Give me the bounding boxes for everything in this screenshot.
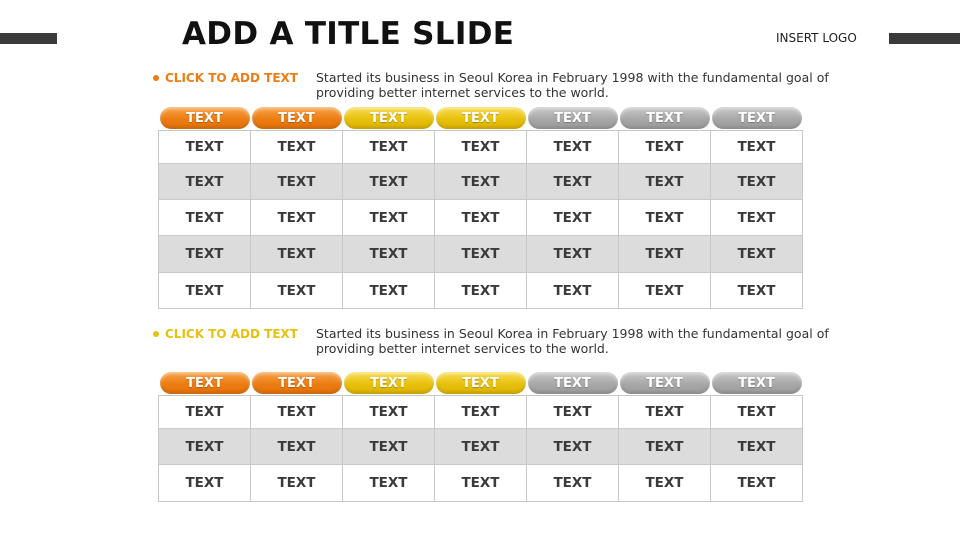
table-cell[interactable]: TEXT — [527, 465, 619, 502]
section-1-bullet[interactable] — [153, 71, 298, 85]
bullet-label: CLICK TO ADD TEXT — [165, 327, 298, 341]
table-cell[interactable]: TEXT — [435, 131, 527, 164]
table-cell[interactable]: TEXT — [343, 131, 435, 164]
table-cell[interactable]: TEXT — [159, 164, 251, 200]
table-row — [159, 131, 803, 164]
table-cell[interactable]: TEXT — [435, 465, 527, 502]
table-cell[interactable]: TEXT — [343, 429, 435, 465]
header-cell — [159, 106, 251, 131]
table-cell[interactable]: TEXT — [619, 429, 711, 465]
table-cell[interactable]: TEXT — [711, 131, 803, 164]
table-cell[interactable]: TEXT — [527, 200, 619, 236]
table-cell[interactable]: TEXT — [619, 236, 711, 273]
table-cell[interactable]: TEXT — [711, 465, 803, 502]
table-cell[interactable]: TEXT — [159, 465, 251, 502]
bullet-dot-icon — [153, 75, 159, 81]
header-cell — [251, 371, 343, 396]
header-cell — [619, 371, 711, 396]
table-cell[interactable]: TEXT — [251, 465, 343, 502]
header-pill[interactable]: TEXT — [620, 107, 710, 129]
section-2-bullet[interactable] — [153, 327, 298, 341]
table-cell[interactable]: TEXT — [619, 396, 711, 429]
header-cell — [251, 106, 343, 131]
header-cell — [711, 106, 803, 131]
header-cell — [159, 371, 251, 396]
header-cell — [619, 106, 711, 131]
header-cell — [527, 371, 619, 396]
table-cell[interactable]: TEXT — [251, 236, 343, 273]
table-cell[interactable]: TEXT — [343, 396, 435, 429]
table-cell[interactable]: TEXT — [159, 396, 251, 429]
table-cell[interactable]: TEXT — [711, 429, 803, 465]
header-pill[interactable]: TEXT — [436, 107, 526, 129]
header-pill[interactable]: TEXT — [344, 107, 434, 129]
table-cell[interactable]: TEXT — [435, 396, 527, 429]
header-pill[interactable]: TEXT — [620, 372, 710, 394]
bullet-dot-icon — [153, 331, 159, 337]
table-cell[interactable]: TEXT — [159, 236, 251, 273]
table-cell[interactable]: TEXT — [527, 429, 619, 465]
table-cell[interactable]: TEXT — [619, 200, 711, 236]
table-cell[interactable]: TEXT — [711, 200, 803, 236]
table-cell[interactable]: TEXT — [159, 200, 251, 236]
header-pill[interactable]: TEXT — [528, 107, 618, 129]
table-cell[interactable]: TEXT — [435, 429, 527, 465]
table-cell[interactable]: TEXT — [711, 396, 803, 429]
header-cell — [343, 106, 435, 131]
table-cell[interactable]: TEXT — [619, 131, 711, 164]
table-header-row — [159, 371, 803, 396]
table-cell[interactable]: TEXT — [527, 396, 619, 429]
table-cell[interactable]: TEXT — [343, 465, 435, 502]
table-cell[interactable]: TEXT — [711, 164, 803, 200]
table-cell[interactable]: TEXT — [251, 273, 343, 309]
header-pill[interactable]: TEXT — [436, 372, 526, 394]
table-cell[interactable]: TEXT — [251, 131, 343, 164]
table-cell[interactable]: TEXT — [343, 236, 435, 273]
table-cell[interactable]: TEXT — [251, 396, 343, 429]
table-cell[interactable]: TEXT — [435, 273, 527, 309]
table-cell[interactable]: TEXT — [527, 164, 619, 200]
table-row — [159, 429, 803, 465]
section-1-description[interactable]: Started its business in Seoul Korea in February 1998 with the fundamental goal of providing better internet services to the world. — [316, 70, 829, 100]
table-cell[interactable]: TEXT — [251, 429, 343, 465]
left-accent-bar — [0, 33, 57, 44]
table-header-row — [159, 106, 803, 131]
header-pill[interactable]: TEXT — [252, 372, 342, 394]
section-2-description[interactable]: Started its business in Seoul Korea in February 1998 with the fundamental goal of providing better internet services to the world. — [316, 326, 829, 356]
table-row — [159, 465, 803, 502]
table-cell[interactable]: TEXT — [619, 273, 711, 309]
table-row — [159, 200, 803, 236]
table-cell[interactable]: TEXT — [527, 236, 619, 273]
header-cell — [435, 106, 527, 131]
data-table-1 — [158, 106, 803, 309]
table-row — [159, 396, 803, 429]
header-pill[interactable]: TEXT — [712, 372, 802, 394]
header-pill[interactable]: TEXT — [252, 107, 342, 129]
table-row — [159, 273, 803, 309]
table-cell[interactable]: TEXT — [251, 200, 343, 236]
table-cell[interactable]: TEXT — [527, 273, 619, 309]
table-cell[interactable]: TEXT — [527, 131, 619, 164]
header-cell — [343, 371, 435, 396]
header-cell — [435, 371, 527, 396]
table-cell[interactable]: TEXT — [251, 164, 343, 200]
right-accent-bar — [889, 33, 960, 44]
table-cell[interactable]: TEXT — [343, 273, 435, 309]
logo-placeholder[interactable]: INSERT LOGO — [776, 31, 857, 45]
table-cell[interactable]: TEXT — [343, 164, 435, 200]
header-pill[interactable]: TEXT — [344, 372, 434, 394]
header-pill[interactable]: TEXT — [160, 107, 250, 129]
header-cell — [527, 106, 619, 131]
table-cell[interactable]: TEXT — [159, 273, 251, 309]
header-pill[interactable]: TEXT — [160, 372, 250, 394]
table-cell[interactable]: TEXT — [435, 236, 527, 273]
table-cell[interactable]: TEXT — [619, 465, 711, 502]
bullet-label: CLICK TO ADD TEXT — [165, 71, 298, 85]
table-row — [159, 236, 803, 273]
table-cell[interactable]: TEXT — [159, 131, 251, 164]
table-cell[interactable]: TEXT — [343, 200, 435, 236]
slide-title[interactable]: ADD A TITLE SLIDE — [182, 16, 515, 52]
header-cell — [711, 371, 803, 396]
table-cell[interactable]: TEXT — [619, 164, 711, 200]
table-cell[interactable]: TEXT — [435, 164, 527, 200]
table-cell[interactable]: TEXT — [711, 236, 803, 273]
header-pill[interactable]: TEXT — [528, 372, 618, 394]
data-table-2 — [158, 371, 803, 502]
table-cell[interactable]: TEXT — [159, 429, 251, 465]
table-cell[interactable]: TEXT — [711, 273, 803, 309]
table-cell[interactable]: TEXT — [435, 200, 527, 236]
table-row — [159, 164, 803, 200]
header-pill[interactable]: TEXT — [712, 107, 802, 129]
